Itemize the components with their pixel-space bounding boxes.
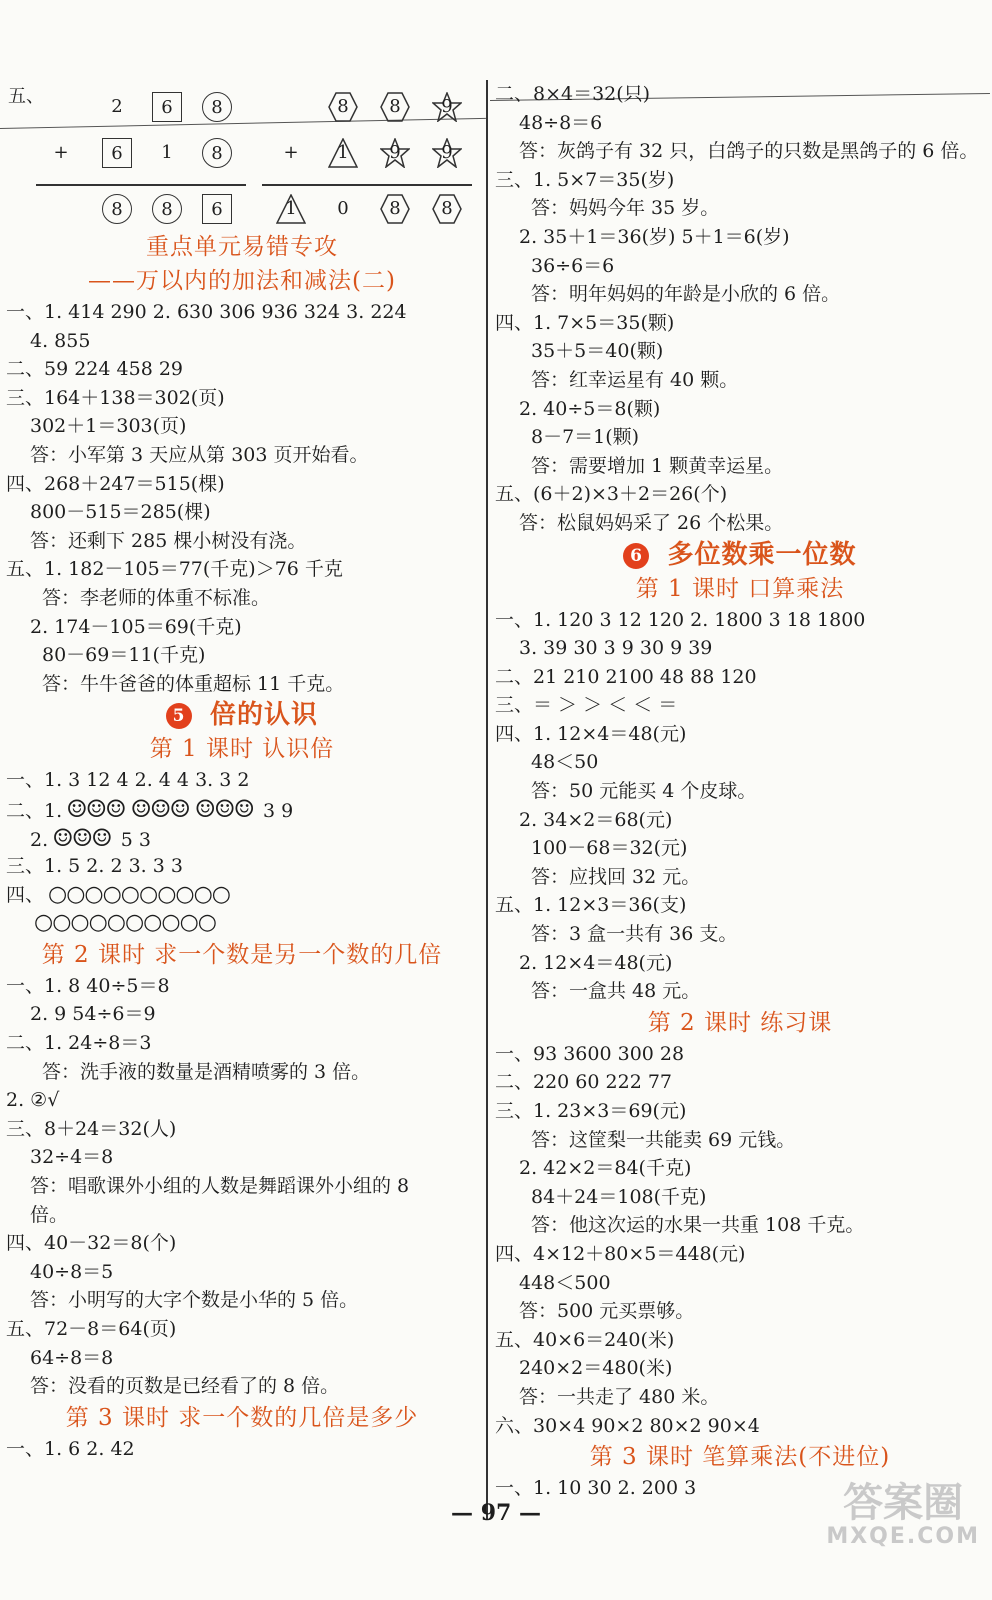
answer-line: 答：还剩下 285 棵小树没有浇。 <box>30 529 307 552</box>
answer-line: 2. 42×2＝84(千克) <box>519 1157 692 1180</box>
answer-line: 48÷8＝6 <box>519 111 603 134</box>
answer-line: 答：没看的页数是已经看了的 8 倍。 <box>30 1375 340 1398</box>
answer-line: 2. ②√ <box>6 1089 60 1112</box>
answer-line: 四、268＋247＝515(棵) <box>6 472 225 495</box>
circle-box: 8 <box>152 194 182 224</box>
answer-line: 二、59 224 458 29 <box>6 358 184 381</box>
answer-line: 36÷6＝6 <box>531 254 615 277</box>
section-heading: 第 3 课时 笔算乘法(不进位) <box>589 1444 891 1471</box>
answer-line: 64÷8＝8 <box>30 1346 114 1369</box>
section-heading: 第 1 课时 认识倍 <box>149 736 335 763</box>
line-prefix: 二、1. <box>6 799 63 822</box>
answer-line: 二、21 210 2100 48 88 120 <box>495 665 757 688</box>
answer-line: 40÷8＝5 <box>30 1260 114 1283</box>
section-heading: 第 3 课时 求一个数的几倍是多少 <box>65 1404 419 1431</box>
section-heading: 第 2 课时 求一个数是另一个数的几倍 <box>41 941 443 968</box>
answer-line: 答：50 元能买 4 个皮球。 <box>531 780 757 803</box>
right-column <box>495 80 985 1503</box>
smiley-face-icons: ☺☺☺ <box>52 823 111 852</box>
circle-box: 8 <box>102 194 132 224</box>
answer-line: 4. 855 <box>30 329 91 352</box>
answer-line: 二、8×4＝32(只) <box>495 83 651 105</box>
answer-line: 100－68＝32(元) <box>531 837 688 860</box>
answer-line: 35＋5＝40(颗) <box>531 340 664 363</box>
unit-title <box>6 698 478 732</box>
smiley-answer-line <box>6 795 478 824</box>
unit-title <box>495 538 985 572</box>
answer-line: 三、164＋138＝302(页) <box>6 386 225 409</box>
answer-line: 答：松鼠妈妈采了 26 个松果。 <box>519 511 784 534</box>
square-box: 6 <box>152 92 182 122</box>
answer-line: 2. 34×2＝68(元) <box>519 808 673 831</box>
hexagon-box: 8 <box>432 194 462 224</box>
addition-puzzle <box>6 80 478 230</box>
line-suffix: 3 9 <box>263 799 294 822</box>
answer-line: 答：洗手液的数量是酒精喷雾的 3 倍。 <box>42 1060 371 1083</box>
answer-line: 答：灰鸽子有 32 只，白鸽子的只数是黑鸽子的 6 倍。 <box>519 140 979 163</box>
answer-line: 一、1. 8 40÷5＝8 <box>6 974 170 997</box>
answer-line: 答：唱歌课外小组的人数是舞蹈课外小组的 8 <box>30 1175 410 1198</box>
triangle-box: 1 <box>276 194 306 224</box>
answer-line: 32÷4＝8 <box>30 1146 114 1169</box>
section-heading: 重点单元易错专攻 <box>146 234 338 260</box>
answer-line: 二、220 60 222 77 <box>495 1071 673 1094</box>
answer-line: 800－515＝285(棵) <box>30 501 211 524</box>
answer-line: 答：红幸运星有 40 颗。 <box>531 368 739 391</box>
star-box: 9 <box>380 138 410 168</box>
answer-line: 一、1. 6 2. 42 <box>6 1437 135 1460</box>
line-suffix: 5 3 <box>120 828 151 851</box>
page-number: — 97 — <box>451 1500 541 1526</box>
answer-line: 四、40－32＝8(个) <box>6 1232 177 1255</box>
square-box: 6 <box>202 194 232 224</box>
answer-line: 五、(6＋2)×3＋2＝26(个) <box>495 483 728 506</box>
sum-rule <box>262 184 472 186</box>
section-heading: 第 2 课时 练习课 <box>647 1009 833 1036</box>
answer-line: 一、1. 3 12 4 2. 4 4 3. 3 2 <box>6 769 250 792</box>
puzzle-digit: 2 <box>111 96 123 117</box>
answer-line: 五、40×6＝240(米) <box>495 1328 675 1351</box>
answer-line: 2. 174－105＝69(千克) <box>30 615 242 638</box>
puzzle-digit: 0 <box>337 198 349 219</box>
answer-line: 五、1. 182－105＝77(千克)＞76 千克 <box>6 558 343 581</box>
answer-line: 答：需要增加 1 颗黄幸运星。 <box>531 454 784 477</box>
left-answers <box>6 230 478 1463</box>
plus-sign: + <box>283 142 299 163</box>
answer-line: 一、93 3600 300 28 <box>495 1042 685 1065</box>
smiley-answer-line <box>6 824 478 853</box>
line-prefix: 四、 <box>6 883 45 906</box>
answer-line: 三、1. 23×3＝69(元) <box>495 1100 687 1122</box>
answer-line: 答：牛牛爸爸的体重超标 11 千克。 <box>42 672 345 695</box>
triangle-box: 1 <box>328 138 358 168</box>
answer-line: 答：李老师的体重不标准。 <box>42 586 271 609</box>
circle-icons: ○○○○○○○○○○ <box>34 910 216 936</box>
puzzle-digit: 1 <box>161 142 173 163</box>
answer-line: 448＜500 <box>519 1271 611 1294</box>
star-box: 9 <box>432 92 462 122</box>
circle-icons: ○○○○○○○○○○ <box>48 881 230 907</box>
answer-line: 答：小军第 3 天应从第 303 页开始看。 <box>30 443 369 466</box>
answer-line: 答：500 元买票够。 <box>519 1300 695 1323</box>
answer-line: 三、1. 5×7＝35(岁) <box>495 168 675 191</box>
answer-line: 四、1. 12×4＝48(元) <box>495 722 687 745</box>
watermark-logo: 答案圈 MXQE.COM <box>826 1480 980 1549</box>
answer-line: 一、1. 414 290 2. 630 306 936 324 3. 224 <box>6 301 407 323</box>
answer-line: 六、30×4 90×2 80×2 90×4 <box>495 1414 760 1437</box>
answer-line: 答：一盒共 48 元。 <box>531 980 701 1003</box>
answer-line: 五、72－8＝64(页) <box>6 1318 177 1340</box>
plus-sign: + <box>53 142 69 163</box>
unit-number-badge: 5 <box>166 703 192 729</box>
square-box: 6 <box>102 138 132 168</box>
answer-line: 答：应找回 32 元。 <box>531 865 701 888</box>
answer-line: 四、4×12＋80×5＝448(元) <box>495 1242 746 1265</box>
circle-box: 8 <box>202 138 232 168</box>
answer-line: 一、1. 120 3 12 120 2. 1800 3 18 1800 <box>495 608 866 631</box>
answer-line: 8－7＝1(颗) <box>531 426 640 449</box>
answer-line: 答：他这次运的水果一共重 108 千克。 <box>531 1214 865 1237</box>
answer-line: 三、＝ ＞ ＞ ＜ ＜ ＝ <box>495 694 678 717</box>
hexagon-box: 8 <box>380 194 410 224</box>
answer-line: 四、1. 7×5＝35(颗) <box>495 311 675 334</box>
line-prefix: 2. <box>30 828 49 851</box>
answer-line: 答：妈妈今年 35 岁。 <box>531 197 720 220</box>
puzzle-label: 五、 <box>8 86 44 107</box>
answer-line: 3. 39 30 3 9 30 9 39 <box>519 637 713 660</box>
unit-title-text: 倍的认识 <box>209 700 318 731</box>
answer-line: 84＋24＝108(千克) <box>531 1185 707 1208</box>
answer-line: 答：明年妈妈的年龄是小欣的 6 倍。 <box>531 283 841 306</box>
circle-answer-line <box>6 909 478 938</box>
answer-line: 倍。 <box>30 1203 69 1226</box>
circle-answer-line <box>6 881 478 910</box>
left-column <box>6 80 478 1463</box>
right-answers <box>495 80 985 1503</box>
answer-line: 答：小明写的大字个数是小华的 5 倍。 <box>30 1289 359 1312</box>
star-box: 9 <box>432 138 462 168</box>
answer-line: 2. 40÷5＝8(颗) <box>519 397 661 420</box>
answer-line: 2. 9 54÷6＝9 <box>30 1003 156 1026</box>
answer-line: 一、1. 10 30 2. 200 3 <box>495 1477 697 1500</box>
answer-line: 答：这筐梨一共能卖 69 元钱。 <box>531 1128 796 1151</box>
section-heading: 第 1 课时 口算乘法 <box>635 575 845 602</box>
answer-line: 答：3 盒一共有 36 支。 <box>531 923 738 946</box>
answer-line: 三、1. 5 2. 2 3. 3 3 <box>6 855 183 878</box>
answer-line: 三、8＋24＝32(人) <box>6 1117 177 1140</box>
answer-line: 二、1. 24÷8＝3 <box>6 1032 152 1055</box>
answer-line: 80－69＝11(千克) <box>42 644 206 667</box>
answer-line: 302＋1＝303(页) <box>30 415 187 438</box>
section-heading: ——万以内的加法和减法(二) <box>88 268 396 294</box>
hexagon-box: 8 <box>328 92 358 122</box>
circle-box: 8 <box>202 92 232 122</box>
hexagon-box: 8 <box>380 92 410 122</box>
unit-title-text: 多位数乘一位数 <box>667 539 857 570</box>
answer-line: 2. 12×4＝48(元) <box>519 951 673 974</box>
smiley-face-icons: ☺☺☺ ☺☺☺ ☺☺☺ <box>66 794 254 823</box>
answer-line: 2. 35＋1＝36(岁) 5＋1＝6(岁) <box>519 225 790 248</box>
sum-rule <box>36 184 246 186</box>
answer-line: 240×2＝480(米) <box>519 1357 673 1380</box>
answer-line: 48＜50 <box>531 751 599 774</box>
column-divider <box>486 80 488 1520</box>
unit-number-badge: 6 <box>623 543 649 569</box>
answer-line: 五、1. 12×3＝36(支) <box>495 894 687 917</box>
answer-line: 答：一共走了 480 米。 <box>519 1385 720 1408</box>
